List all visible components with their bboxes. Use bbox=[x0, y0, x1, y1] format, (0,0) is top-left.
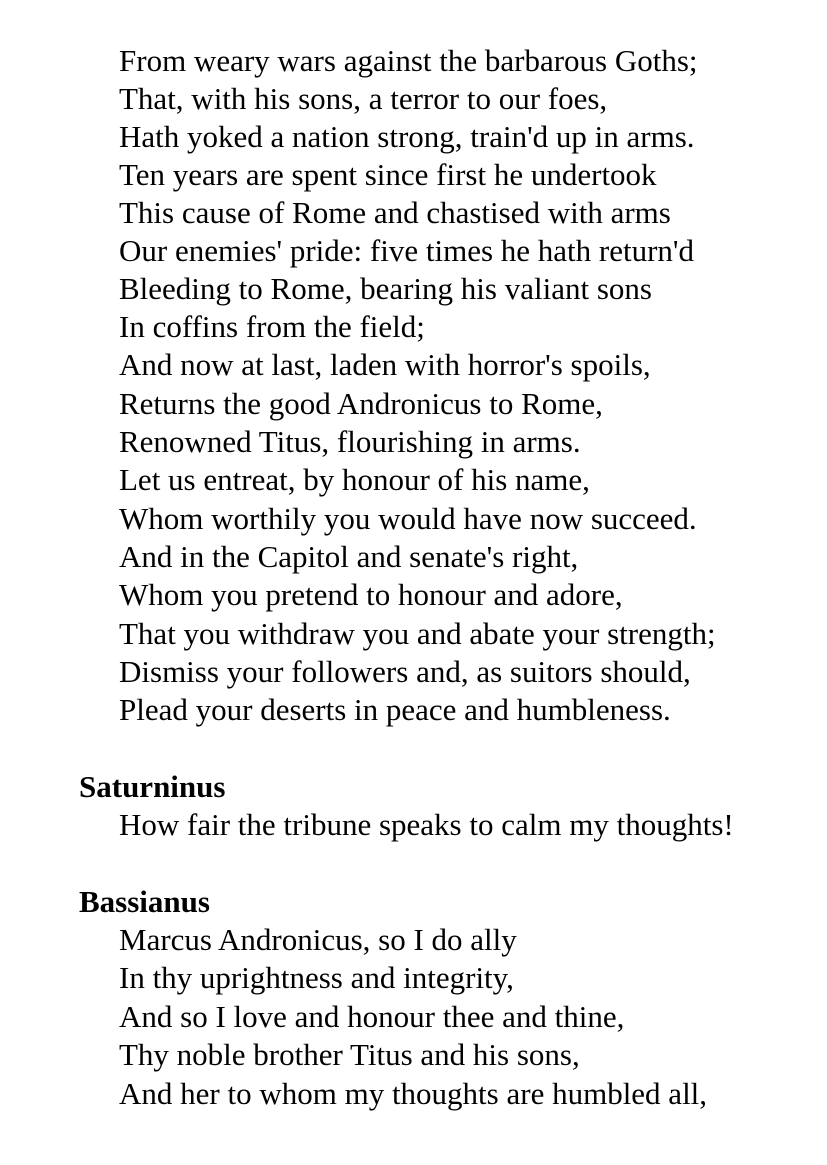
verse-line: And in the Capitol and senate's right, bbox=[119, 539, 579, 574]
verse-line: Hath yoked a nation strong, train'd up in arms. bbox=[119, 119, 695, 154]
verse-line: Our enemies' pride: five times he hath return'd bbox=[119, 233, 695, 268]
verse-line: That, with his sons, a terror to our foes, bbox=[119, 81, 608, 116]
verse-line: This cause of Rome and chastised with arms bbox=[119, 195, 671, 230]
verse-line: And now at last, laden with horror's spoils, bbox=[119, 347, 651, 382]
verse-line: In thy uprightness and integrity, bbox=[119, 960, 514, 995]
speaker-name: Saturninus bbox=[79, 769, 226, 804]
verse-line: Returns the good Andronicus to Rome, bbox=[119, 386, 603, 421]
verse-line: That you withdraw you and abate your strength; bbox=[119, 616, 716, 651]
verse-line: How fair the tribune speaks to calm my thoughts! bbox=[119, 807, 734, 842]
verse-line: From weary wars against the barbarous Goths; bbox=[119, 43, 698, 78]
verse-line: Dismiss your followers and, as suitors should, bbox=[119, 654, 691, 689]
verse-line: And so I love and honour thee and thine, bbox=[119, 999, 625, 1034]
verse-line: Whom you pretend to honour and adore, bbox=[119, 577, 623, 612]
verse-line: And her to whom my thoughts are humbled all, bbox=[119, 1076, 708, 1111]
verse-line: Thy noble brother Titus and his sons, bbox=[119, 1037, 580, 1072]
verse-line: Let us entreat, by honour of his name, bbox=[119, 462, 590, 497]
speaker-name: Bassianus bbox=[79, 884, 210, 919]
verse-line: Marcus Andronicus, so I do ally bbox=[119, 922, 517, 957]
verse-line: Ten years are spent since first he undertook bbox=[119, 157, 657, 192]
verse-line: Bleeding to Rome, bearing his valiant sons bbox=[119, 271, 652, 306]
verse-line: Plead your deserts in peace and humbleness. bbox=[119, 692, 671, 727]
verse-line: Whom worthily you would have now succeed. bbox=[119, 501, 697, 536]
verse-line: In coffins from the field; bbox=[119, 309, 425, 344]
verse-line: Renowned Titus, flourishing in arms. bbox=[119, 424, 581, 459]
